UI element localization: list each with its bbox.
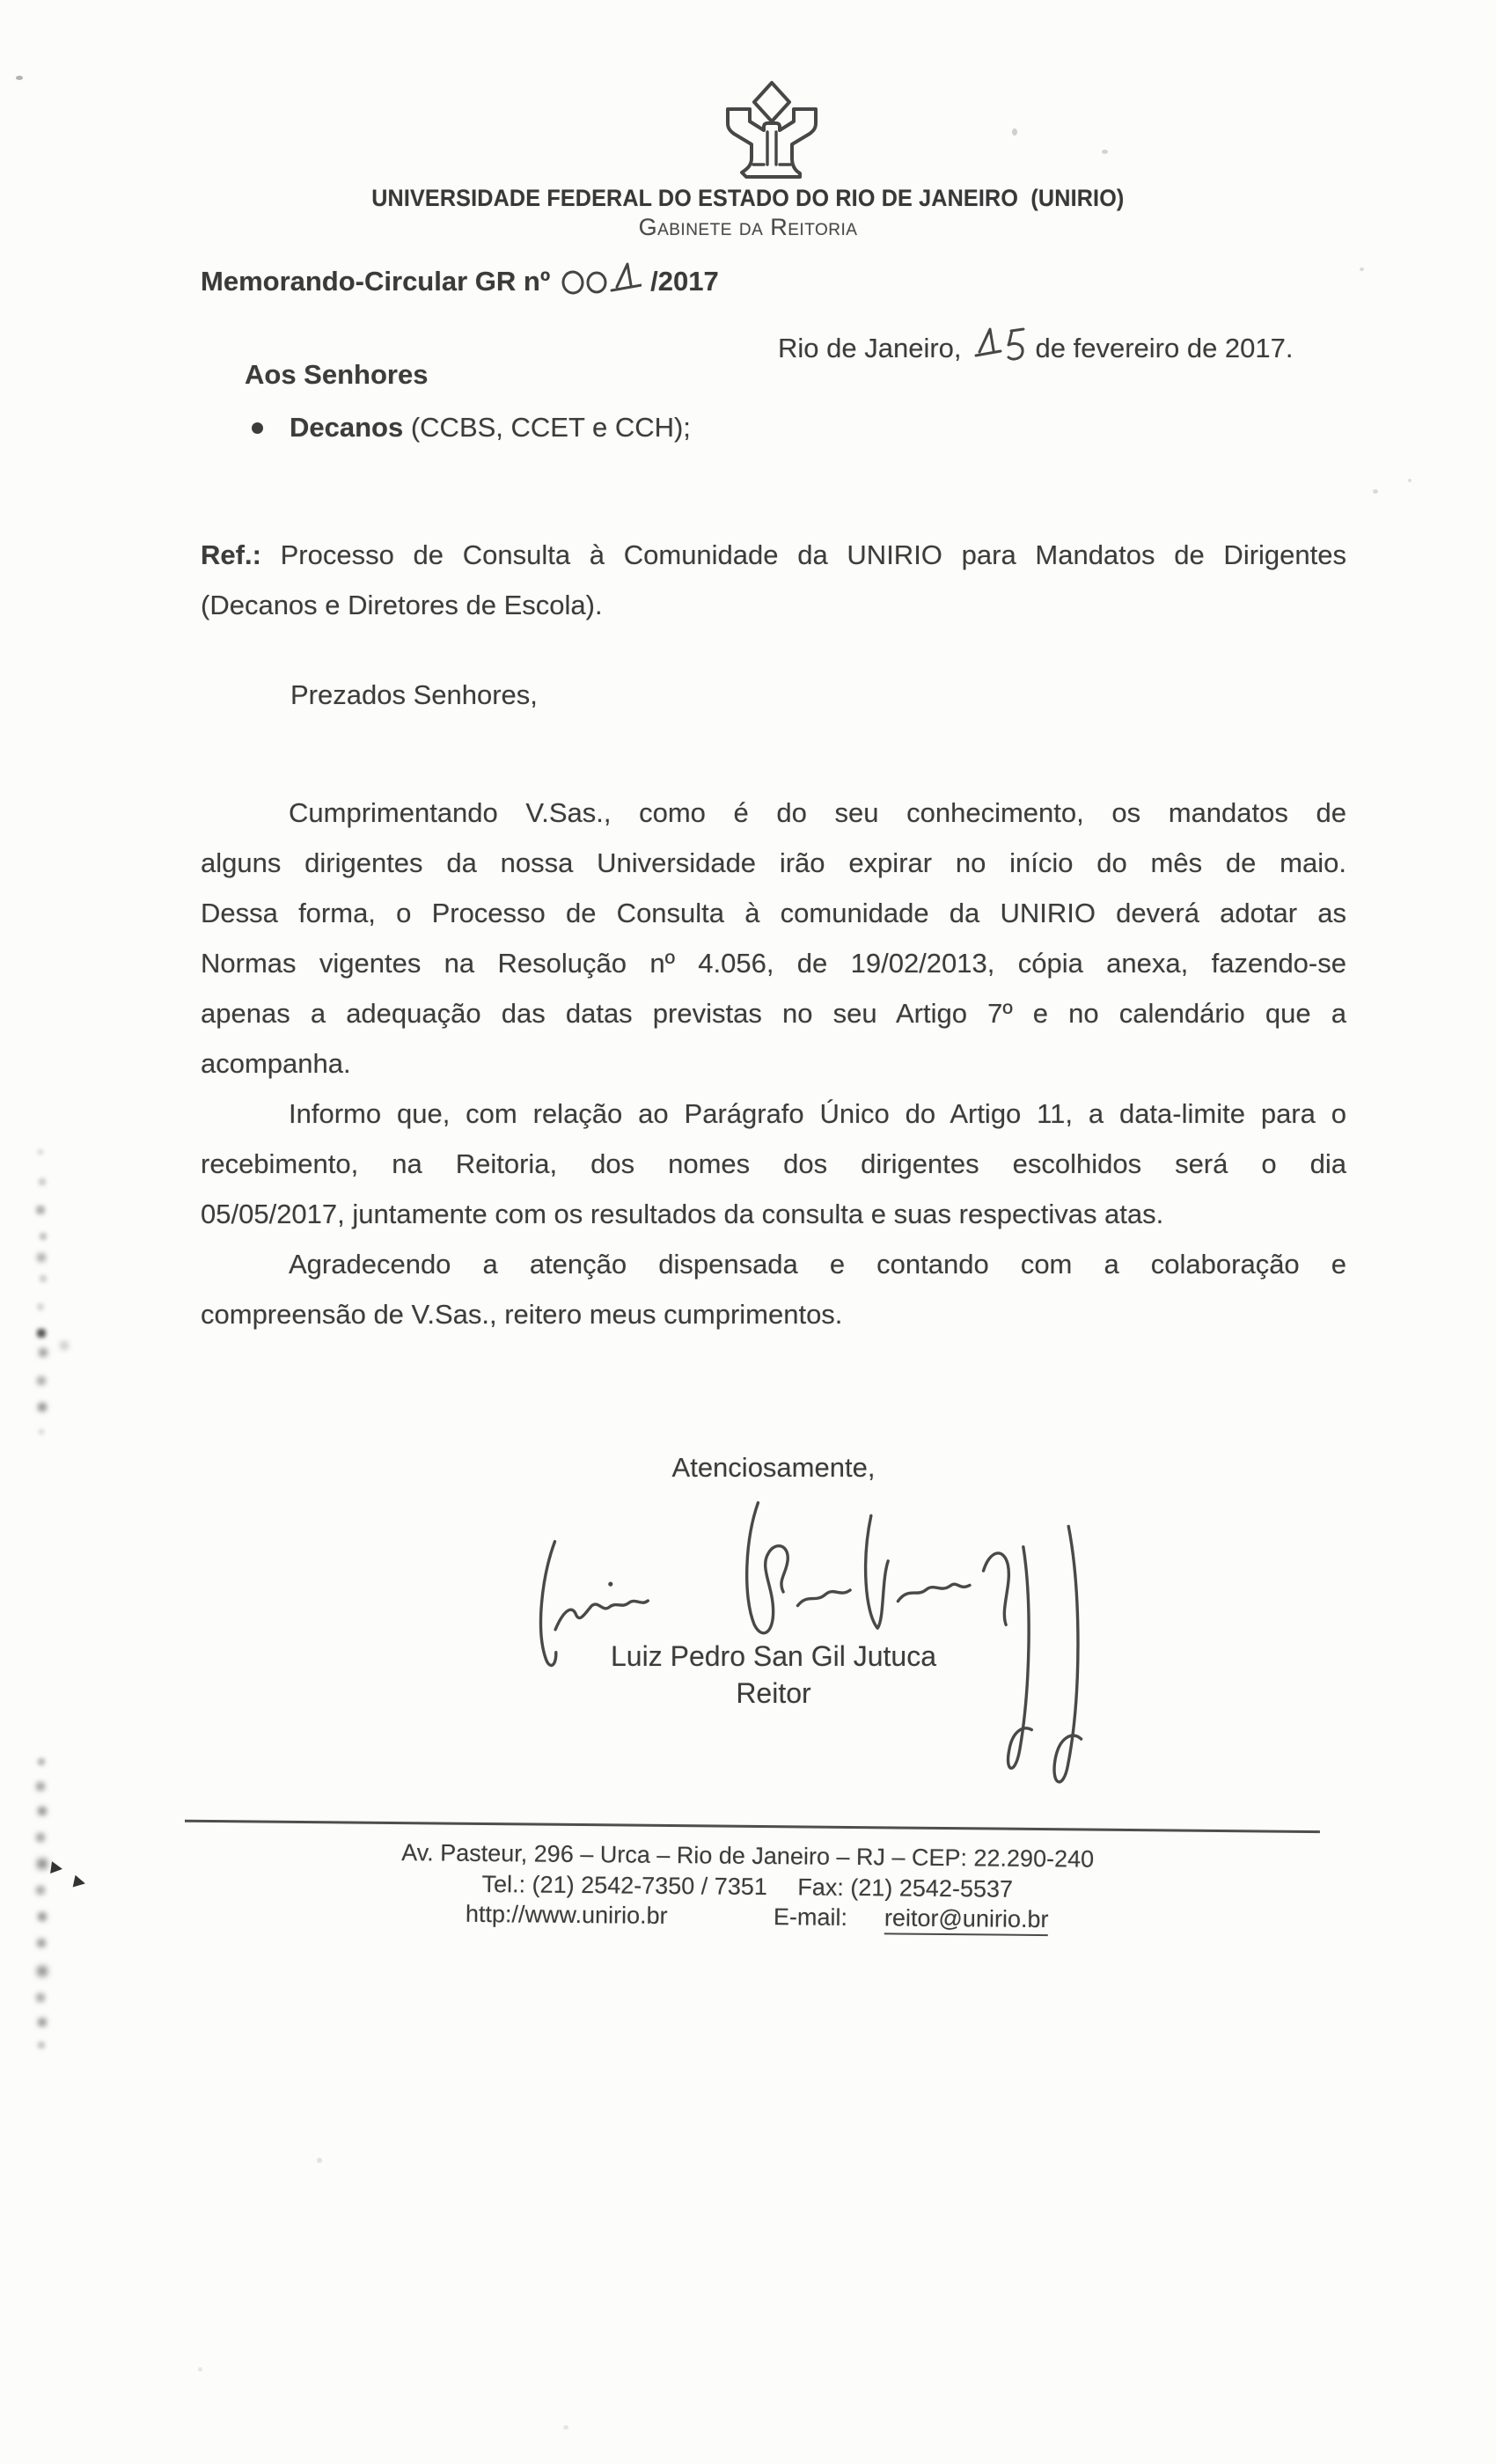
university-name-text: UNIVERSIDADE FEDERAL DO ESTADO DO RIO DE JANEIRO (UNIRIO) (371, 185, 1125, 211)
signer-name: Luiz Pedro San Gil Jutuca (611, 1640, 936, 1672)
recipient-rest: (CCBS, CCET e CCH); (403, 412, 691, 443)
logo-diamond (754, 83, 789, 121)
valediction: Atenciosamente, (671, 1452, 876, 1483)
body-line: recebimento, na Reitoria, dos nomes dos dirigentes escolhidos será o dia (201, 1148, 1346, 1179)
footer-email: reitor@unirio.br (884, 1904, 1049, 1936)
recipients-heading: Aos Senhores (245, 359, 429, 390)
dateline-rest: de fevereiro de 2017. (1035, 333, 1294, 363)
recipient-list-item (252, 412, 691, 444)
scan-speck (317, 2158, 322, 2163)
body-line: Agradecendo a atenção dispensada e contando com a colaboração e (289, 1249, 1346, 1280)
dateline-city: Rio de Janeiro, (778, 333, 962, 363)
scan-speck (16, 76, 23, 80)
reference-label: Ref.: (201, 539, 261, 570)
signer-title: Reitor (736, 1677, 811, 1709)
body-line: Cumprimentando V.Sas., como é do seu conhecimento, os mandatos de (289, 797, 1346, 828)
reference-block (201, 530, 1346, 630)
scan-artifact-mark (50, 1861, 63, 1875)
footer-email-label: E-mail: (773, 1903, 848, 1931)
body-line: alguns dirigentes da nossa Universidade irão expirar no início do mês de maio. (201, 847, 1346, 878)
scan-artifact-column (37, 1144, 39, 1146)
recipient-emphasis: Decanos (290, 412, 404, 443)
footer-tel-fax: Tel.: (21) 2542-7350 / 7351 Fax: (21) 2542-5537 (481, 1870, 1014, 1903)
recipient-text (290, 412, 691, 444)
dateline (778, 322, 1294, 364)
footer-address: Av. Pasteur, 296 – Urca – Rio de Janeiro – RJ – CEP: 22.290-240 (401, 1839, 1095, 1873)
scan-artifact-column (37, 1756, 39, 1757)
scan-speck (1012, 128, 1017, 136)
office-name: Gabinete da Reitoria (638, 214, 858, 240)
scan-speck (198, 2367, 202, 2372)
scan-speck (1360, 268, 1364, 271)
body-line: compreensão de V.Sas., reitero meus cumprimentos. (201, 1299, 843, 1330)
body-line: apenas a adequação das datas previstas no seu Artigo 7º e no calendário que a (201, 998, 1346, 1029)
scan-speck (1408, 479, 1412, 482)
salutation: Prezados Senhores, (290, 679, 538, 710)
body-line: Dessa forma, o Processo de Consulta à comunidade da UNIRIO deverá adotar as (201, 898, 1346, 928)
memo-number-suffix: /2017 (650, 266, 719, 297)
body-text (201, 788, 1346, 1339)
body-line: Informo que, com relação ao Parágrafo Único do Artigo 11, a data-limite para o (289, 1098, 1346, 1129)
reference-line1-text: Processo de Consulta à Comunidade da UNIRIO para Mandatos de Dirigentes (280, 539, 1346, 570)
memo-number-prefix: Memorando-Circular GR nº (201, 266, 551, 297)
scan-artifact-mark (73, 1875, 87, 1889)
footer (175, 1820, 1320, 1954)
footer-website: http://www.unirio.br (465, 1900, 668, 1929)
logo-stem-lines (753, 132, 790, 165)
university-name (0, 185, 1496, 212)
scan-speck (563, 2425, 568, 2430)
handwritten-day (972, 322, 1027, 364)
reference-line-1 (201, 530, 1346, 580)
unirio-logo (715, 77, 829, 183)
body-line: acompanha. (201, 1048, 351, 1079)
signature-scrawl (522, 1481, 1111, 1830)
body-line: Normas vigentes na Resolução nº 4.056, de 19/02/2013, cópia anexa, fazendo-se (201, 948, 1346, 979)
scan-speck (1373, 489, 1378, 494)
handwritten-memo-number (561, 259, 642, 297)
bullet-icon (252, 422, 263, 434)
memo-number-line (201, 259, 719, 297)
body-line: 05/05/2017, juntamente com os resultados da consulta e suas respectivas atas. (201, 1199, 1164, 1229)
reference-line-2: (Decanos e Diretores de Escola). (201, 590, 603, 620)
scan-speck (1102, 150, 1108, 154)
